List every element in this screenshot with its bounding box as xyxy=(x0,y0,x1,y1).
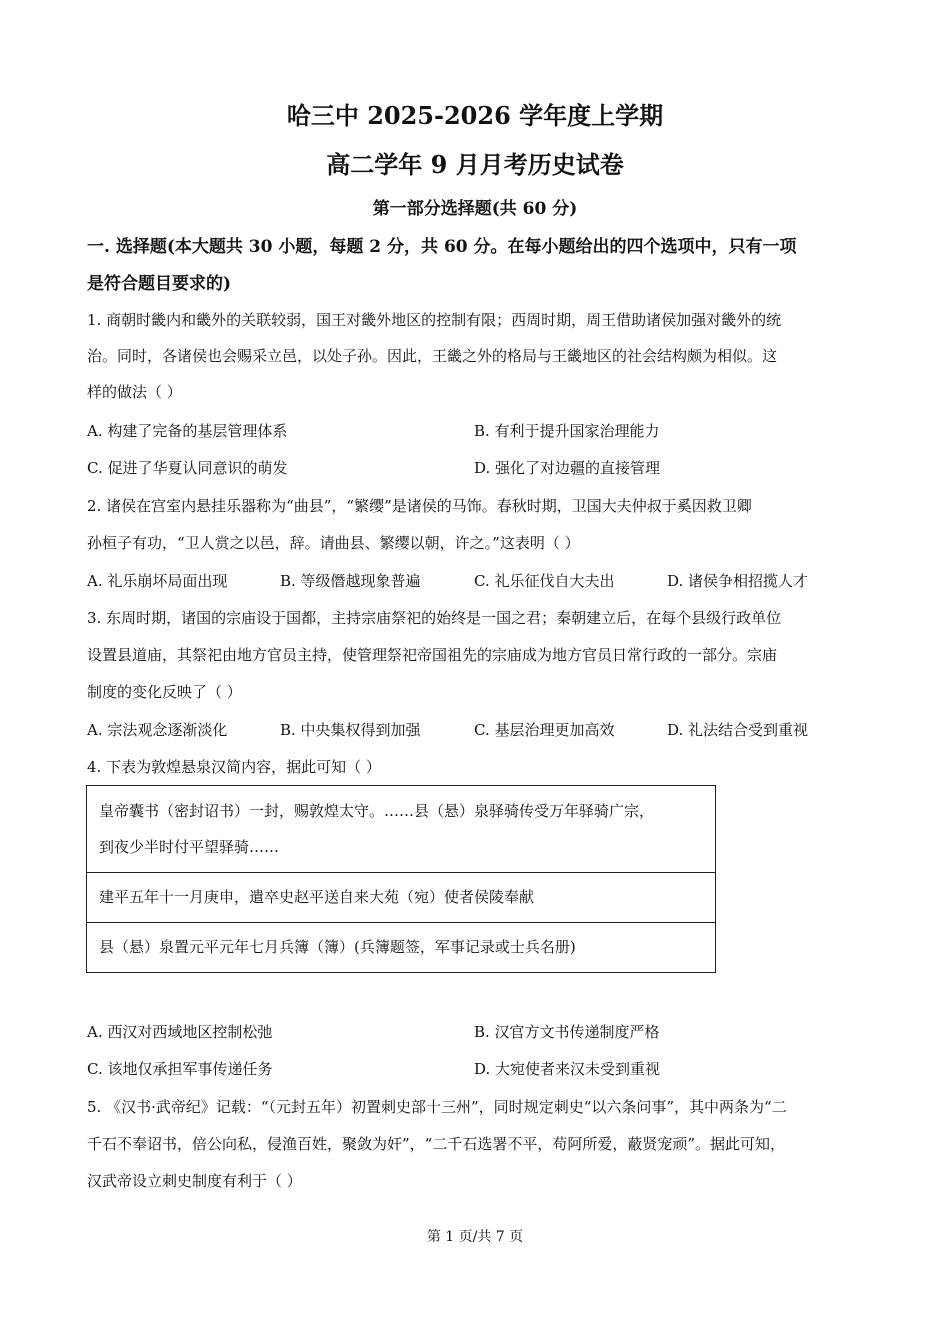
q2-option-b: B. 等级僭越现象普遍 xyxy=(280,572,421,590)
q3-option-d: D. 礼法结合受到重视 xyxy=(667,721,809,739)
q4-table-row1-line2: 到夜少半时付平望驿骑…… xyxy=(99,838,280,856)
q1-text-line1: 1. 商朝时畿内和畿外的关联较弱，国王对畿外地区的控制有限；西周时期，周王借助诸侯加强对畿外的统 xyxy=(87,311,782,329)
q4-table-row1-line1: 皇帝囊书（密封诏书）一封，赐敦煌太守。……县（悬）泉驿骑传受万年驿骑广宗， xyxy=(99,802,655,820)
q1-text-line3: 样的做法（ ） xyxy=(87,383,182,401)
q5-text-line3: 汉武帝设立刺史制度有利于（ ） xyxy=(87,1172,302,1190)
q4-option-a: A. 西汉对西域地区控制松弛 xyxy=(87,1023,273,1041)
q4-table-row xyxy=(87,786,715,873)
q4-table-row2: 建平五年十一月庚申，遣卒史赵平送自来大苑（宛）使者侯陵奉献 xyxy=(99,888,535,906)
q3-text-line1: 3. 东周时期，诸国的宗庙设于国都，主持宗庙祭祀的始终是一国之君；秦朝建立后，在每个县级行政单位 xyxy=(87,609,782,627)
q1-option-a: A. 构建了完备的基层管理体系 xyxy=(87,422,288,440)
q1-text-line2: 治。同时，各诸侯也会赐采立邑，以处子孙。因此，王畿之外的格局与王畿地区的社会结构颇为相似。这 xyxy=(87,347,778,365)
q4-option-d: D. 大宛使者来汉未受到重视 xyxy=(474,1060,661,1078)
q5-text-line1: 5. 《汉书·武帝纪》记载：“（元封五年）初置刺史部十三州”，同时规定刺史“以六条问事”，其中两条为“二 xyxy=(87,1098,787,1116)
q3-option-c: C. 基层治理更加高效 xyxy=(474,721,615,739)
exam-title: 哈三中 2025-2026 学年度上学期 xyxy=(286,101,664,130)
q3-text-line3: 制度的变化反映了（ ） xyxy=(87,683,242,701)
q4-option-c: C. 该地仅承担军事传递任务 xyxy=(87,1060,273,1078)
part-heading: 第一部分选择题(共 60 分) xyxy=(372,199,578,219)
q2-option-d: D. 诸侯争相招揽人才 xyxy=(667,572,809,590)
q1-option-c: C. 促进了华夏认同意识的萌发 xyxy=(87,459,288,477)
section-instruction-line2: 是符合题目要求的) xyxy=(87,274,232,294)
q3-option-a: A. 宗法观念逐渐淡化 xyxy=(87,721,228,739)
q5-text-line2: 千石不奉诏书，倍公向私，侵渔百姓，聚敛为奸”，“二千石选署不平，苟阿所爱，蔽贤宠顽”。据此可知， xyxy=(87,1135,786,1153)
q2-option-c: C. 礼乐征伐自大夫出 xyxy=(474,572,615,590)
exam-subtitle: 高二学年 9 月月考历史试卷 xyxy=(326,150,624,179)
q2-option-a: A. 礼乐崩坏局面出现 xyxy=(87,572,228,590)
section-instruction-line1: 一. 选择题(本大题共 30 小题，每题 2 分，共 60 分。在每小题给出的四个选项中，只有一项 xyxy=(87,237,797,257)
q4-table-row xyxy=(87,923,715,972)
q4-text-line1: 4. 下表为敦煌悬泉汉简内容，据此可知（ ） xyxy=(87,758,381,776)
q2-text-line2: 孙桓子有功，“卫人赏之以邑，辞。请曲县、繁缨以朝，许之。”这表明（ ） xyxy=(87,534,580,552)
q1-option-b: B. 有利于提升国家治理能力 xyxy=(474,422,660,440)
q4-source-table xyxy=(86,785,716,973)
q4-table-row xyxy=(87,873,715,923)
q4-option-b: B. 汉官方文书传递制度严格 xyxy=(474,1023,660,1041)
q2-text-line1: 2. 诸侯在宫室内悬挂乐器称为“曲县”，“繁缨”是诸侯的马饰。春秋时期，卫国大夫仲叔于奚因救卫卿 xyxy=(87,497,752,515)
page-number: 第 1 页/共 7 页 xyxy=(426,1229,524,1245)
q4-table-row3: 县（悬）泉置元平元年七月兵簿（簿）(兵簿题签，军事记录或士兵名册) xyxy=(99,938,576,956)
q1-option-d: D. 强化了对边疆的直接管理 xyxy=(474,459,661,477)
q3-option-b: B. 中央集权得到加强 xyxy=(280,721,421,739)
q3-text-line2: 设置县道庙，其祭祀由地方官员主持，使管理祭祀帝国祖先的宗庙成为地方官员日常行政的一部分。宗庙 xyxy=(87,646,778,664)
